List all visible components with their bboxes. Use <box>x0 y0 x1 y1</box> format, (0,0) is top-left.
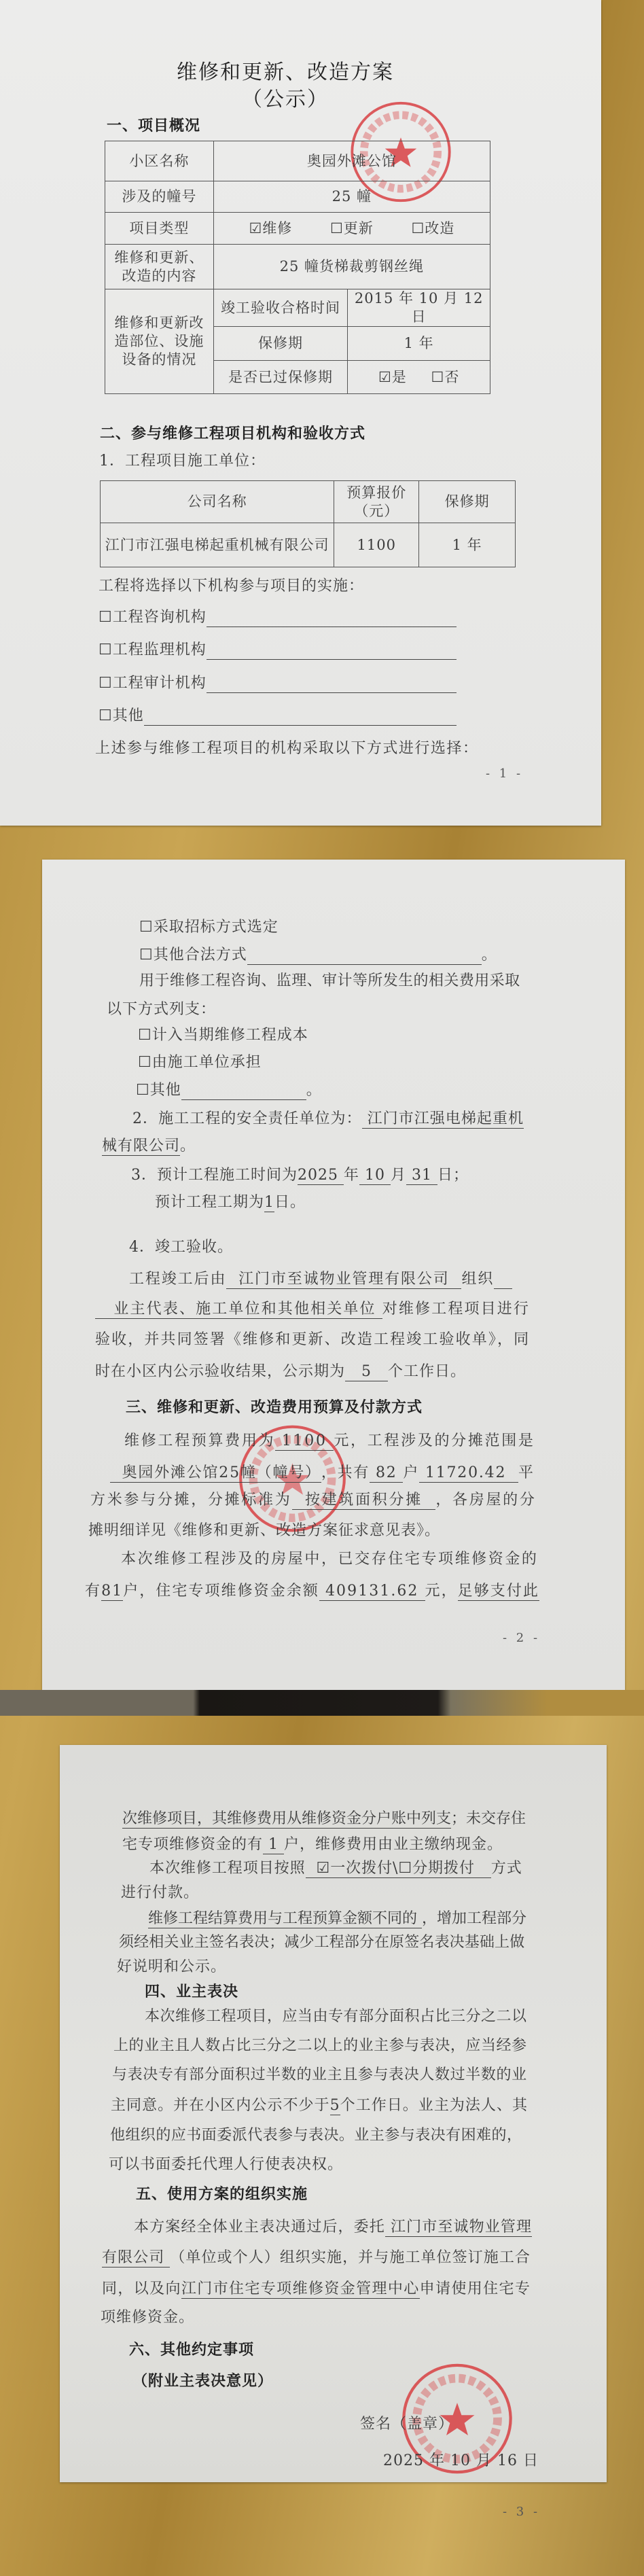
text-line <box>139 945 497 966</box>
text-line <box>110 1463 535 1483</box>
filled-field <box>494 1271 512 1289</box>
text-line <box>134 2217 532 2238</box>
text-run: 验收，并共同签署《维修和更新、改造工程竣工验收单》，同 <box>95 1331 531 1348</box>
text-run: 三、维修和更新、改造费用预算及付款方式 <box>126 1399 423 1416</box>
text-run: ☐工程审计机构 <box>99 675 207 692</box>
text-run: 签名（盖章） <box>360 2416 454 2433</box>
text-line <box>99 673 457 694</box>
header-company: 公司名称 <box>101 481 334 523</box>
text-line <box>107 1000 216 1020</box>
filled-field: 2025 <box>298 1167 344 1184</box>
filled-field: 81 <box>101 1583 124 1600</box>
text-line <box>136 1080 322 1101</box>
cell-label: 小区名称 <box>105 141 214 181</box>
text-run: 好说明和公示。 <box>117 1958 227 1975</box>
text-run: 2025 年 10 月 16 日 <box>383 2452 539 2469</box>
section-heading: 一、项目概况 <box>107 118 201 135</box>
text-line <box>149 1858 522 1879</box>
text-run: 户 <box>403 1464 420 1481</box>
section-heading <box>132 2371 273 2392</box>
filled-field: 业主代表、施工单位和其他相关单位 <box>95 1301 382 1318</box>
text-run: 与表决专有部分面积过半数的业主且参与表决人数过半数的业 <box>112 2066 527 2083</box>
text-run: 工程将选择以下机构参与项目的实施： <box>99 578 365 595</box>
text-line <box>102 2248 531 2268</box>
text-run: 须经相关业主签名表决；减少工程部分在原签名表决基础上做 <box>119 1934 525 1951</box>
checkbox-repair: ☑维修 <box>249 219 293 236</box>
filled-field: 维修工程结算费用与工程预算金额不同的 <box>148 1910 422 1927</box>
text-line <box>99 640 457 660</box>
text-line <box>360 2414 454 2435</box>
filled-field: 82 <box>370 1464 404 1481</box>
section-heading: 二、参与维修工程项目机构和验收方式 <box>100 425 366 442</box>
cell-label: 项目类型 <box>105 213 214 245</box>
text-line <box>112 2065 527 2085</box>
filled-field <box>181 1082 306 1100</box>
filled-field <box>207 675 457 693</box>
text-line: 1．工程项目施工单位： <box>99 453 266 470</box>
text-run: 本次维修工程项目，应当由专有部分面积占比三分之二以 <box>145 2008 527 2025</box>
text-run: 同，以及向 <box>102 2280 181 2297</box>
text-run: 个工作日。业主为法人、其 <box>340 2097 529 2114</box>
text-run: 平 <box>518 1464 535 1481</box>
text-run: 用于维修工程咨询、监理、审计等所发生的相关费用采取 <box>139 972 520 989</box>
filled-field: ☑一次拨付\☐分期拨付 <box>305 1860 491 1877</box>
text-line <box>121 1549 539 1570</box>
text-run: 年 <box>343 1167 359 1184</box>
text-run: 4．竣工验收。 <box>129 1239 233 1256</box>
text-line <box>90 1490 537 1511</box>
text-line <box>138 1025 308 1046</box>
section-heading <box>136 2185 308 2205</box>
text-run: 。 <box>481 947 497 964</box>
text-line <box>95 1362 466 1382</box>
text-line <box>95 1299 530 1320</box>
text-run: 2．施工工程的安全责任单位为： <box>132 1110 362 1127</box>
cell-label: 竣工验收合格时间 <box>213 289 348 327</box>
checkbox-no: ☐否 <box>431 368 460 385</box>
text-run: 元，工程涉及的分摊范围是 <box>334 1432 535 1449</box>
filled-field: 5 <box>329 2097 340 2114</box>
text-line <box>124 1431 535 1451</box>
filled-field: 江门市江强电梯起重机 <box>361 1110 524 1127</box>
text-line <box>129 1237 233 1258</box>
text-run: ☐其他 <box>99 707 144 724</box>
text-run: ；未交存住 <box>451 1810 526 1827</box>
filled-field: 1 <box>264 1194 275 1211</box>
text-run: 方式 <box>490 1860 522 1877</box>
cell-label: 维修和更新、改造的内容 <box>105 245 214 289</box>
text-run: （附业主表决意见） <box>132 2373 274 2390</box>
text-line <box>88 1521 440 1541</box>
text-run: ☐计入当期维修工程成本 <box>138 1027 308 1044</box>
background-shadow <box>0 1690 644 1716</box>
text-line <box>102 1136 196 1157</box>
header-warranty: 保修期 <box>419 481 516 523</box>
text-run: 上述参与维修工程项目的机构采取以下方式进行选择： <box>95 740 479 757</box>
text-run: 月 <box>390 1167 406 1184</box>
text-line <box>129 1269 512 1290</box>
text-line <box>99 576 364 597</box>
project-overview-table <box>105 141 490 394</box>
filled-field: 按建筑面积分摊 <box>291 1492 436 1508</box>
text-run: 户，维修费用由业主缴纳现金。 <box>284 1836 503 1853</box>
text-run: 可以书面委托代理人行使表决权。 <box>109 2156 344 2173</box>
text-run: 宅专项维修资金的有 <box>122 1836 264 1853</box>
filled-field: 次维修项目，其维修费用从维修资金分户账中列支 <box>122 1810 452 1827</box>
text-run: 。 <box>306 1082 322 1099</box>
text-run: 本方案经全体业主表决通过后，委托 <box>134 2219 385 2236</box>
text-line <box>138 1053 262 1073</box>
text-run: ，增加工程部分 <box>422 1910 527 1927</box>
text-line <box>85 1581 539 1602</box>
text-line <box>139 971 520 991</box>
document-page-1 <box>0 0 601 826</box>
text-run: ，共有 <box>321 1464 370 1481</box>
checkbox-rebuild: ☐改造 <box>411 219 455 236</box>
text-run: 。 <box>180 1137 196 1154</box>
text-run: ☐工程监理机构 <box>99 641 207 658</box>
filled-field: 1 <box>263 1836 284 1853</box>
text-run: 四、业主表决 <box>145 1983 239 2000</box>
cell-company: 江门市江强电梯起重机械有限公司 <box>101 523 334 567</box>
text-line <box>101 2308 194 2328</box>
text-run: 主同意。并在小区内公示不少于 <box>111 2097 330 2114</box>
checkbox-renew: ☐更新 <box>329 219 374 236</box>
cell-value: 1 年 <box>348 327 490 361</box>
filled-field: 江门市至诚物业管理 <box>384 2219 533 2236</box>
text-run: ☐采取招标方式选定 <box>139 919 279 936</box>
text-line <box>102 2279 531 2299</box>
filled-field <box>207 641 457 660</box>
cell-label: 维修和更新改造部位、设施设备的情况 <box>105 289 214 394</box>
text-run: 有 <box>85 1583 102 1600</box>
filled-field <box>144 707 457 726</box>
cell-value: 25 幢 <box>213 181 490 213</box>
text-line <box>139 917 279 938</box>
cell-label: 涉及的幢号 <box>105 181 214 213</box>
filled-field: 1100 <box>275 1432 334 1449</box>
filled-field: 奥园外滩公馆25幢（幢号） <box>110 1464 321 1481</box>
text-line <box>122 1835 503 1855</box>
text-run: ☐由施工单位承担 <box>138 1054 262 1071</box>
text-run: 六、其他约定事项 <box>129 2342 255 2359</box>
text-line <box>383 2451 539 2471</box>
text-run: （单位或个人）组织实施，并与施工单位签订施工合 <box>170 2249 531 2266</box>
text-line <box>110 2125 522 2146</box>
section-heading <box>145 1982 238 2002</box>
text-line <box>132 1109 524 1129</box>
filled-field: 江门市住宅专项维修资金管理中心 <box>181 2280 420 2297</box>
text-run: 对维修工程项目进行 <box>382 1301 531 1318</box>
text-line <box>145 2007 527 2027</box>
text-run: 方米参与分摊，分摊标准为 <box>90 1492 292 1508</box>
filled-field: 江门市至诚物业管理有限公司 <box>226 1271 462 1288</box>
text-line <box>155 1193 306 1213</box>
text-run: 日； <box>437 1167 469 1184</box>
text-line <box>117 1957 226 1977</box>
text-run: 预计工程工期为 <box>155 1194 265 1211</box>
text-run: ☐其他合法方式 <box>139 947 247 964</box>
text-run: 他组织的应书面委派代表参与表决。业主参与表决有困难的， <box>110 2127 522 2144</box>
text-run: 组织 <box>461 1271 495 1288</box>
header-budget: 预算报价（元） <box>334 481 419 523</box>
cell-value: 奥园外滩公馆 <box>213 141 490 181</box>
page-number: - 3 - <box>503 2505 541 2519</box>
text-line <box>119 1933 524 1953</box>
cell-label: 保修期 <box>213 327 348 361</box>
filled-field: 10 <box>359 1167 391 1184</box>
cell-value: 2015 年 10 月 12 日 <box>348 289 490 327</box>
filled-field: 409131.62 <box>319 1583 425 1600</box>
section-heading <box>129 2340 254 2361</box>
text-run: ☐其他 <box>136 1082 181 1099</box>
text-run: 3．预计工程施工时间为 <box>131 1167 298 1184</box>
text-run: ☐工程咨询机构 <box>99 609 207 626</box>
text-run: 上的业主且人数占比三分之二以上的业主参与表决，应当经参 <box>113 2037 527 2054</box>
text-line <box>95 739 478 759</box>
text-line <box>109 2155 343 2175</box>
document-subtitle: （公示） <box>242 88 329 111</box>
text-run: 个工作日。 <box>387 1363 466 1380</box>
project-type-options <box>213 213 490 245</box>
filled-field: 11720.42 <box>419 1464 518 1481</box>
text-line <box>148 1909 526 1929</box>
text-run: 项维修资金。 <box>101 2309 195 2326</box>
contractor-table <box>100 480 516 567</box>
text-run: 五、使用方案的组织实施 <box>136 2186 308 2203</box>
filled-field: 有限公司 <box>102 2249 171 2266</box>
filled-field <box>247 947 482 965</box>
filled-field: 足够支付此 <box>457 1583 539 1600</box>
cell-value: 25 幢货梯裁剪钢丝绳 <box>213 245 490 289</box>
filled-field: 5 <box>345 1363 388 1380</box>
text-run: 元， <box>425 1583 458 1600</box>
filled-field <box>207 609 457 627</box>
text-run: 工程竣工后由 <box>129 1271 227 1288</box>
cell-warranty: 1 年 <box>419 523 516 567</box>
text-run: 户，住宅专项维修资金余额 <box>123 1583 319 1600</box>
text-run: 日。 <box>274 1194 306 1211</box>
text-line <box>113 2036 527 2056</box>
warranty-expired-options <box>348 361 490 394</box>
text-run: 本次维修工程涉及的房屋中，已交存住宅专项维修资金的 <box>121 1551 539 1568</box>
text-line <box>95 1330 530 1350</box>
document-title: 维修和更新、改造方案 <box>177 60 394 84</box>
text-run: 申请使用住宅专 <box>419 2280 531 2297</box>
text-run: 以下方式列支： <box>107 1001 217 1018</box>
page-number: - 2 - <box>503 1631 541 1645</box>
text-run: 进行付款。 <box>121 1884 200 1901</box>
text-run: ，各房屋的分 <box>435 1492 537 1508</box>
text-line <box>99 607 457 628</box>
filled-field: 31 <box>406 1167 437 1184</box>
text-run: 维修工程预算费用为 <box>124 1432 276 1449</box>
text-line <box>122 1809 526 1829</box>
cell-label: 是否已过保修期 <box>213 361 348 394</box>
cell-budget: 1100 <box>334 523 419 567</box>
text-line <box>121 1883 199 1903</box>
text-line <box>99 706 457 726</box>
text-run: 本次维修工程项目按照 <box>149 1860 306 1877</box>
filled-field: 械有限公司 <box>102 1137 181 1154</box>
text-line <box>111 2096 528 2116</box>
text-line <box>131 1165 469 1186</box>
text-run: 时在小区内公示验收结果，公示期为 <box>95 1363 346 1380</box>
section-heading <box>126 1398 423 1418</box>
text-run: 摊明细详见《维修和更新、改造方案征求意见表》。 <box>88 1522 441 1539</box>
page-number: - 1 - <box>486 766 524 781</box>
checkbox-yes: ☑是 <box>378 368 407 385</box>
